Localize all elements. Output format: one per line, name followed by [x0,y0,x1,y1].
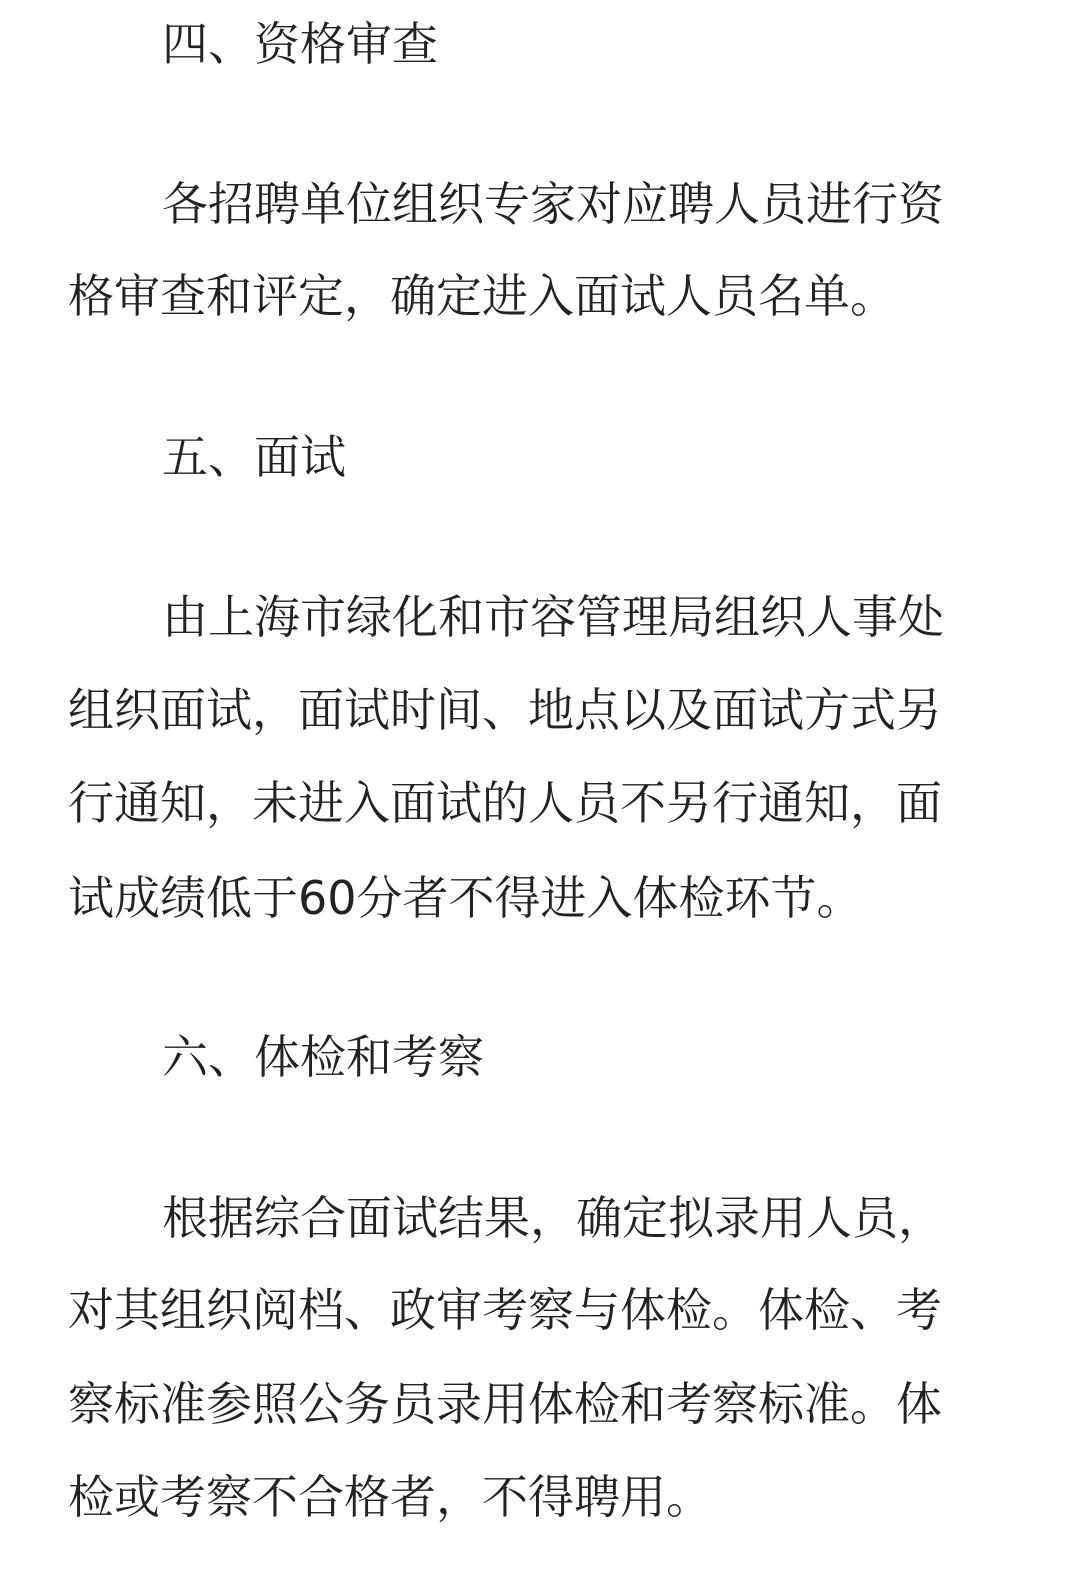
paragraph-line: 行通知，未进入面试的人员不另行通知，面 [68,776,942,830]
paragraph-line: 组织面试，面试时间、地点以及面试方式另 [68,683,942,737]
paragraph-line: 由上海市绿化和市容管理局组织人事处 [162,590,944,644]
section-heading-interview: 五、面试 [162,430,346,484]
paragraph-line: 对其组织阅档、政审考察与体检。体检、考 [68,1283,942,1337]
paragraph-line: 察标准参照公务员录用体检和考察标准。体 [68,1377,942,1431]
paragraph-line: 检或考察不合格者，不得聘用。 [68,1470,712,1524]
section-heading-medical-exam-and-inspection: 六、体检和考察 [162,1030,484,1084]
section-heading-qualification-review: 四、资格审查 [162,17,438,71]
paragraph-line: 格审查和评定，确定进入面试人员名单。 [68,269,896,323]
paragraph-line: 各招聘单位组织专家对应聘人员进行资 [162,177,944,231]
paragraph-line: 试成绩低于60分者不得进入体检环节。 [68,871,863,925]
paragraph-line: 根据综合面试结果，确定拟录用人员， [162,1191,944,1245]
